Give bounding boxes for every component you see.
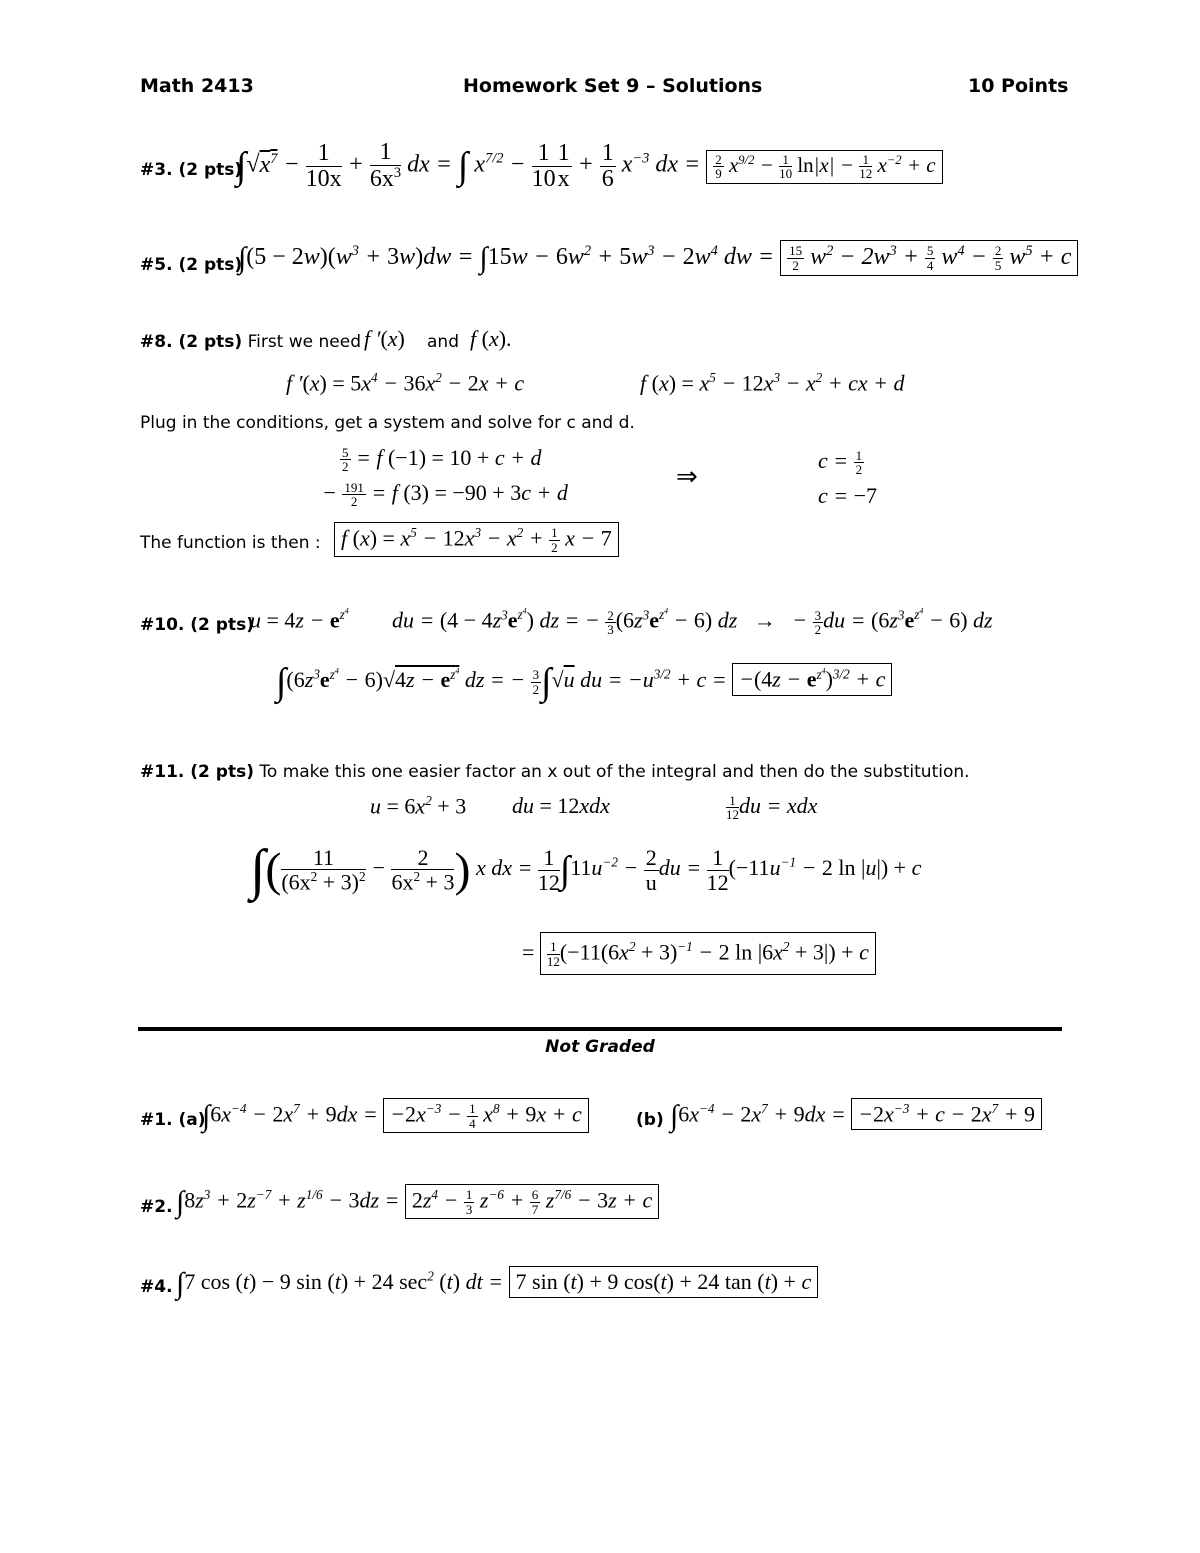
solution-d: c = −7 [818, 483, 878, 508]
f-expression: f $(x) = x^5 - 12x^3 - x^2$ + cx + d [640, 370, 905, 396]
f-symbol: f (x). [470, 326, 512, 351]
ng-4-math: ∫7 cos (t) − 9 sin (t) + 24 $\sec^2 (t)$ dt = 7 sin (t) + 9 cos(t) + 24 tan (t) + c [176, 1266, 818, 1301]
ng-1a-label: #1. (a) [140, 1110, 206, 1130]
problem-11-label: #11. (2 pts) To make this one easier factor an x out of the integral and then do the substitution. [140, 762, 970, 782]
ng-2-label: #2. [140, 1197, 173, 1217]
problem-3-math: $\int√x^7$ − $\frac{1}{10x}$ + $\frac{1}{6x^3}$ dx = ∫ $x^{7/2}$ − $\frac{1}{10}$ $\frac{1}{x}$ + $\frac{1}{6}$ $x^{-3}$ dx = $\frac{2}{9}$ $x^{9/2}$ − $\frac{1}{10}$ ln|x| − $\frac{1}{12}$ $x^{-2} + c$ [236, 140, 943, 192]
condition-2: − $\frac{191}{2}$ = f (3) = −90 + 3c + d [322, 479, 568, 510]
implies-arrow: ⇒ [676, 462, 698, 491]
f-prime-symbol: f ′(x) [364, 326, 405, 351]
ng-1a-math: $\int 6x^{-4} - 2x^7 + 9dx = -2x^{-3}$ − $\frac{1}{4}$ $x^8 + 9x + c$ [202, 1098, 589, 1133]
ng-2-math: $\int 8z^3 + 2z^{-7} + z^{1/6} - 3dz = 2z^4$ − $\frac{1}{3}$ $z^{-6}$ + $\frac{6}{7}$ $z^{7/6} - 3z + c$ [176, 1184, 659, 1219]
f-prime-expression: f $'(x) = 5x^4 - 36x^2 - 2x + c$ [286, 370, 525, 396]
problem-8-then: The function is then : [140, 533, 321, 553]
ng-1b-label: (b) [636, 1110, 664, 1130]
problem-8-answer: f $(x) = x^5 - 12x^3 - x^2$ + $\frac{1}{2}$ x − 7 [334, 522, 619, 557]
not-graded-heading: Not Graded [545, 1037, 655, 1057]
problem-5-math: $\int(5 - 2w)(w^3 + 3w)dw = \int 15w - 6w^2 + 5w^3 - 2w^4$ dw = $\frac{15}{2}$ $w^2 - 2w^3$ + $\frac{5}{4}$ $w^4$ − $\frac{2}{5}$ $w^5 + c$ [238, 240, 1078, 276]
condition-1: $\frac{5}{2}$ = f (−1) = 10 + c + d [342, 444, 542, 475]
course-title: Math 2413 [140, 75, 254, 97]
problem-5-label: #5. (2 pts) [140, 255, 243, 275]
problem-10-integral: $\int(6z^3e^{z^4} - 6)√4z - e^{z^4}$ dz = − $\frac{3}{2}$ ∫√u du = $-u^{3/2} + c = -(4z - e^{z^4})^{3/2} + c$ [276, 660, 892, 704]
problem-11-answer: = $\frac{1}{12}$ ($-11(6x^2 + 3)^{-1} - 2$ $\ln |6x^2 + 3|) + c$ [522, 932, 876, 975]
section-divider [138, 1027, 1062, 1031]
problem-8-label: #8. (2 pts) First we need [140, 332, 361, 352]
problem-11-substitution: $u = 6x^2 + 3$ [370, 793, 467, 819]
problem-10-substitution: $u = 4z - e^{z^4}$ [250, 607, 349, 633]
ng-1b-math: $\int 6x^{-4} - 2x^7 + 9dx = -2x^{-3} + c - 2x^7 + 9$ [670, 1098, 1042, 1133]
problem-11-xdx: $\frac{1}{12}$ du = xdx [726, 792, 818, 823]
solution-c: c = $\frac{1}{2}$ [818, 447, 863, 478]
problem-11-du: du = 12xdx [512, 793, 610, 818]
page-title: Homework Set 9 – Solutions [463, 75, 763, 97]
problem-3-label: #3. (2 pts) [140, 160, 243, 180]
problem-10-du: du = $(4 - 4z^3e^{z^4})$ dz = − $\frac{2}{3}$ $(6z^3e^{z^4} - 6)$ dz → − $\frac{3}{2}$ du = $(6z^3e^{z^4} - 6)$ dz [392, 607, 993, 638]
and-word: and [427, 332, 459, 352]
points-label: 10 Points [968, 75, 1069, 97]
problem-10-label: #10. (2 pts) [140, 615, 254, 635]
problem-8-plug-text: Plug in the conditions, get a system and solve for c and d. [140, 413, 635, 433]
problem-11-integral: ∫( $\frac{11}{(6x^2 + 3)^2}$ − $\frac{2}{6x^2 + 3}$ ) x dx = $\frac{1}{12}$ $\int 11u^{-2}$ − $\frac{2}{u}$ du = $\frac{1}{12}$ ($-11u^{-1} - 2$ ln |u|) + c [250, 839, 922, 901]
ng-4-label: #4. [140, 1277, 173, 1297]
